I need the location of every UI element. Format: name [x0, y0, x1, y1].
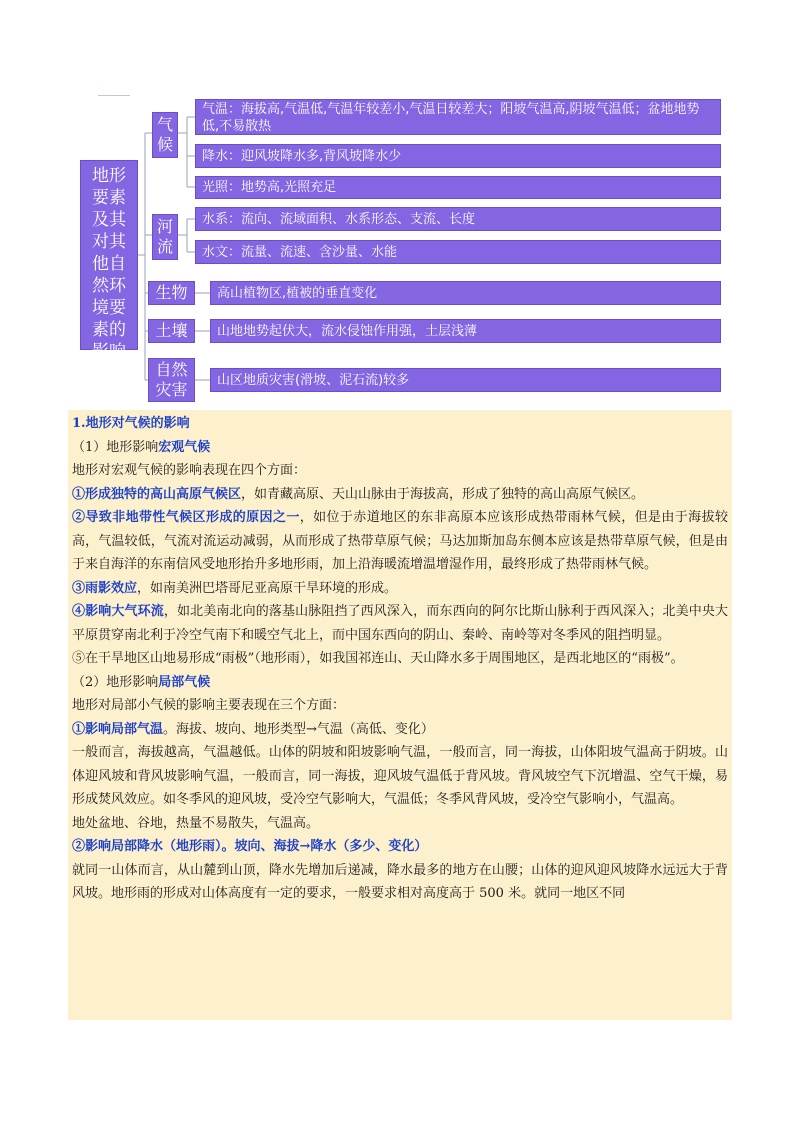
category-biology: 生物	[148, 281, 195, 305]
subsection-2-intro: 地形对局部小气候的影响主要表现在三个方面：	[72, 698, 346, 713]
category-river: 河流	[152, 214, 178, 260]
point-1-body-2: 地处盆地、谷地，热量不易散失，气温高。	[72, 815, 320, 831]
mind-map	[0, 0, 800, 400]
mindmap-root: 地形要素及其对其他自然环境要素的影响	[80, 160, 138, 350]
paragraph-1: ①形成独特的高山高原气候区，如青藏高原、天山山脉由于海拔高，形成了独特的高山高原气候区。	[72, 486, 645, 502]
paragraph-3: ③雨影效应，如南美洲巴塔哥尼亚高原干旱环境的形成。	[72, 580, 398, 596]
point-1-heading: ①影响局部气温。海拔、坡向、地形类型→气温（高低、变化）	[72, 721, 434, 737]
section-title: 1.地形对气候的影响	[72, 416, 190, 431]
category-disaster: 自然灾害	[148, 358, 195, 402]
leaf-soil: 山地地势起伏大，流水侵蚀作用强，土层浅薄	[210, 319, 721, 343]
leaf-water-system: 水系：流向、流域面积、水系形态、支流、长度	[195, 207, 721, 231]
subsection-1-intro: 地形对宏观气候的影响表现在四个方面：	[72, 463, 307, 478]
subsection-2-title: （2）地形影响局部气候	[72, 674, 211, 690]
point-2-body: 就同一山体而言，从山麓到山顶，降水先增加后递减，降水最多的地方在山腰；山体的迎风迎风坡降水远远大于背风坡。地形雨的形成对山体高度有一定的要求，一般要求相对高度高于 500 米。就同一地区不同	[72, 862, 728, 901]
category-soil: 土壤	[148, 319, 195, 343]
leaf-precipitation: 降水：迎风坡降水多,背风坡降水少	[195, 144, 721, 168]
paragraph-4: ④影响大气环流，如北美南北向的落基山脉阻挡了西风深入，而东西向的阿尔比斯山脉利于西风深入；北美中央大平原贯穿南北利于冷空气南下和暖空气北上，而中国东西向的阴山、秦岭、南岭等对冬季风的阻挡明显。	[72, 604, 728, 643]
paragraph-5: ⑤在干旱地区山地易形成“雨极”（地形雨），如我国祁连山、天山降水多于周围地区，是西北地区的“雨极”。	[72, 651, 684, 666]
leaf-sunlight: 光照：地势高,光照充足	[195, 176, 721, 199]
leaf-temperature: 气温：海拔高,气温低,气温年较差小,气温日较差大；阳坡气温高,阴坡气温低；盆地地势低,不易散热	[195, 99, 721, 135]
content-body	[68, 410, 732, 1020]
leaf-disaster: 山区地质灾害(滑坡、泥石流)较多	[210, 368, 721, 392]
point-1-body: 一般而言，海拔越高，气温越低。山体的阴坡和阳坡影响气温，一般而言，同一海拔，山体阳坡气温高于阴坡。山体迎风坡和背风坡影响气温，一般而言，同一海拔，迎风坡气温低于背风坡。背风坡空气下沉增温、空气干燥，易形成焚风效应。如冬季风的迎风坡，受冷空气影响大，气温低；冬季风背风坡，受冷空气影响小，气温高。	[72, 745, 728, 807]
paragraph-2: ②导致非地带性气候区形成的原因之一，如位于赤道地区的东非高原本应该形成热带雨林气候，但是由于海拔较高，气温较低，气流对流运动减弱，从而形成了热带草原气候；马达加斯加岛东侧本应该是热带草原气候，但是由于来自海洋的东南信风受地形抬升多地形雨，加上沿海暖流增温增湿作用，最终形成了热带雨林气候。	[72, 510, 728, 572]
subsection-1-title: （1）地形影响宏观气候	[72, 439, 211, 455]
category-climate: 气候	[152, 112, 178, 158]
leaf-vegetation: 高山植物区,植被的垂直变化	[210, 281, 721, 305]
leaf-hydrology: 水文：流量、流速、含沙量、水能	[195, 240, 721, 264]
point-2-heading: ②影响局部降水（地形雨）。坡向、海拔→降水（多少、变化）	[72, 839, 428, 854]
